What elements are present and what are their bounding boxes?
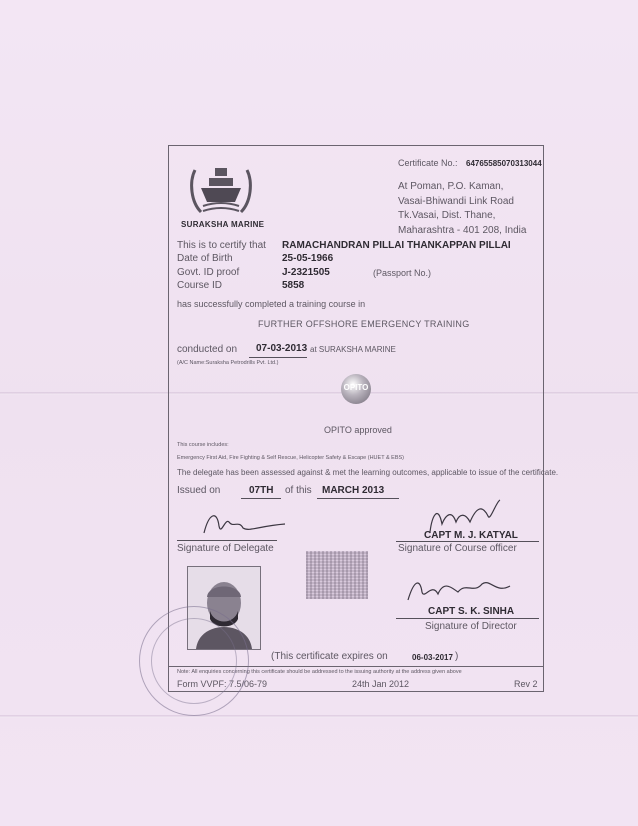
issued-of-this: of this <box>285 485 312 496</box>
director-name: CAPT S. K. SINHA <box>428 606 515 617</box>
footer-note: Note: All enquiries concerning this certificate should be addressed to the issuing authority at the address given above <box>177 669 462 675</box>
director-signature-line <box>396 618 539 619</box>
footer-date: 24th Jan 2012 <box>352 679 410 689</box>
includes-label: This course includes: <box>177 442 229 448</box>
opito-logo-text: OPITO <box>343 383 369 392</box>
hologram-seal <box>306 551 368 599</box>
certificate-number: 64765585070313044 <box>466 159 542 168</box>
address-line: At Poman, P.O. Kaman, <box>398 181 504 192</box>
suraksha-marine-logo <box>181 162 265 229</box>
conducted-at: at SURAKSHA MARINE <box>310 345 396 354</box>
opito-approved: OPITO approved <box>324 425 392 435</box>
id-value: J-2321505 <box>282 267 330 278</box>
course-name: FURTHER OFFSHORE EMERGENCY TRAINING <box>258 319 470 329</box>
holder-name: RAMACHANDRAN PILLAI THANKAPPAN PILLAI <box>282 240 511 251</box>
ac-name: (A/C Name:Suraksha Petrodrills Pvt. Ltd.) <box>177 360 279 366</box>
logo-text: SURAKSHA MARINE <box>181 220 265 229</box>
includes-list: Emergency First Aid, Fire Fighting & Self Rescue, Helicopter Safety & Escape (HUET & EBS) <box>177 455 405 461</box>
issued-month-year: MARCH 2013 <box>322 485 385 496</box>
certify-label: This is to certify that <box>177 240 266 251</box>
id-type: (Passport No.) <box>373 268 432 278</box>
paper-fold <box>0 715 638 718</box>
underline <box>241 498 281 499</box>
opito-logo <box>341 374 371 404</box>
official-stamp-inner <box>151 618 237 704</box>
form-number: Form VVPF: 7.5/06-79 <box>177 679 268 689</box>
address-line: Maharashtra - 401 208, India <box>398 225 527 236</box>
delegate-signature-label: Signature of Delegate <box>177 543 274 554</box>
course-id-value: 5858 <box>282 280 305 291</box>
officer-signature-line <box>396 541 539 542</box>
certificate-number-label: Certificate No.: <box>398 158 458 168</box>
expiry-close: ) <box>455 651 459 662</box>
underline <box>249 357 307 358</box>
issued-label: Issued on <box>177 485 221 496</box>
assessed-text: The delegate has been assessed against & met the learning outcomes, applicable to issue of the certificate. <box>177 468 559 477</box>
conducted-label: conducted on <box>177 344 238 355</box>
issued-day: 07TH <box>249 485 274 496</box>
address-line: Vasai-Bhiwandi Link Road <box>398 196 514 207</box>
certificate-frame <box>168 145 559 692</box>
director-signature-label: Signature of Director <box>425 621 517 632</box>
expiry-text: (This certificate expires on <box>271 651 388 662</box>
conducted-date: 07-03-2013 <box>256 343 308 354</box>
underline <box>317 498 399 499</box>
id-label: Govt. ID proof <box>177 267 240 278</box>
completed-text: has successfully completed a training course in <box>177 299 366 309</box>
expiry-date: 06-03-2017 <box>412 653 453 662</box>
dob-label: Date of Birth <box>177 253 233 264</box>
delegate-signature-icon <box>199 508 289 538</box>
course-id-label: Course ID <box>177 280 223 291</box>
revision: Rev 2 <box>514 679 538 689</box>
ship-emblem-icon <box>187 162 255 218</box>
dob-value: 25-05-1966 <box>282 253 334 264</box>
address-line: Tk.Vasai, Dist. Thane, <box>398 210 496 221</box>
delegate-signature-line <box>177 540 277 541</box>
officer-signature-label: Signature of Course officer <box>398 543 517 554</box>
officer-name: CAPT M. J. KATYAL <box>424 530 518 541</box>
director-signature-icon <box>404 574 514 606</box>
